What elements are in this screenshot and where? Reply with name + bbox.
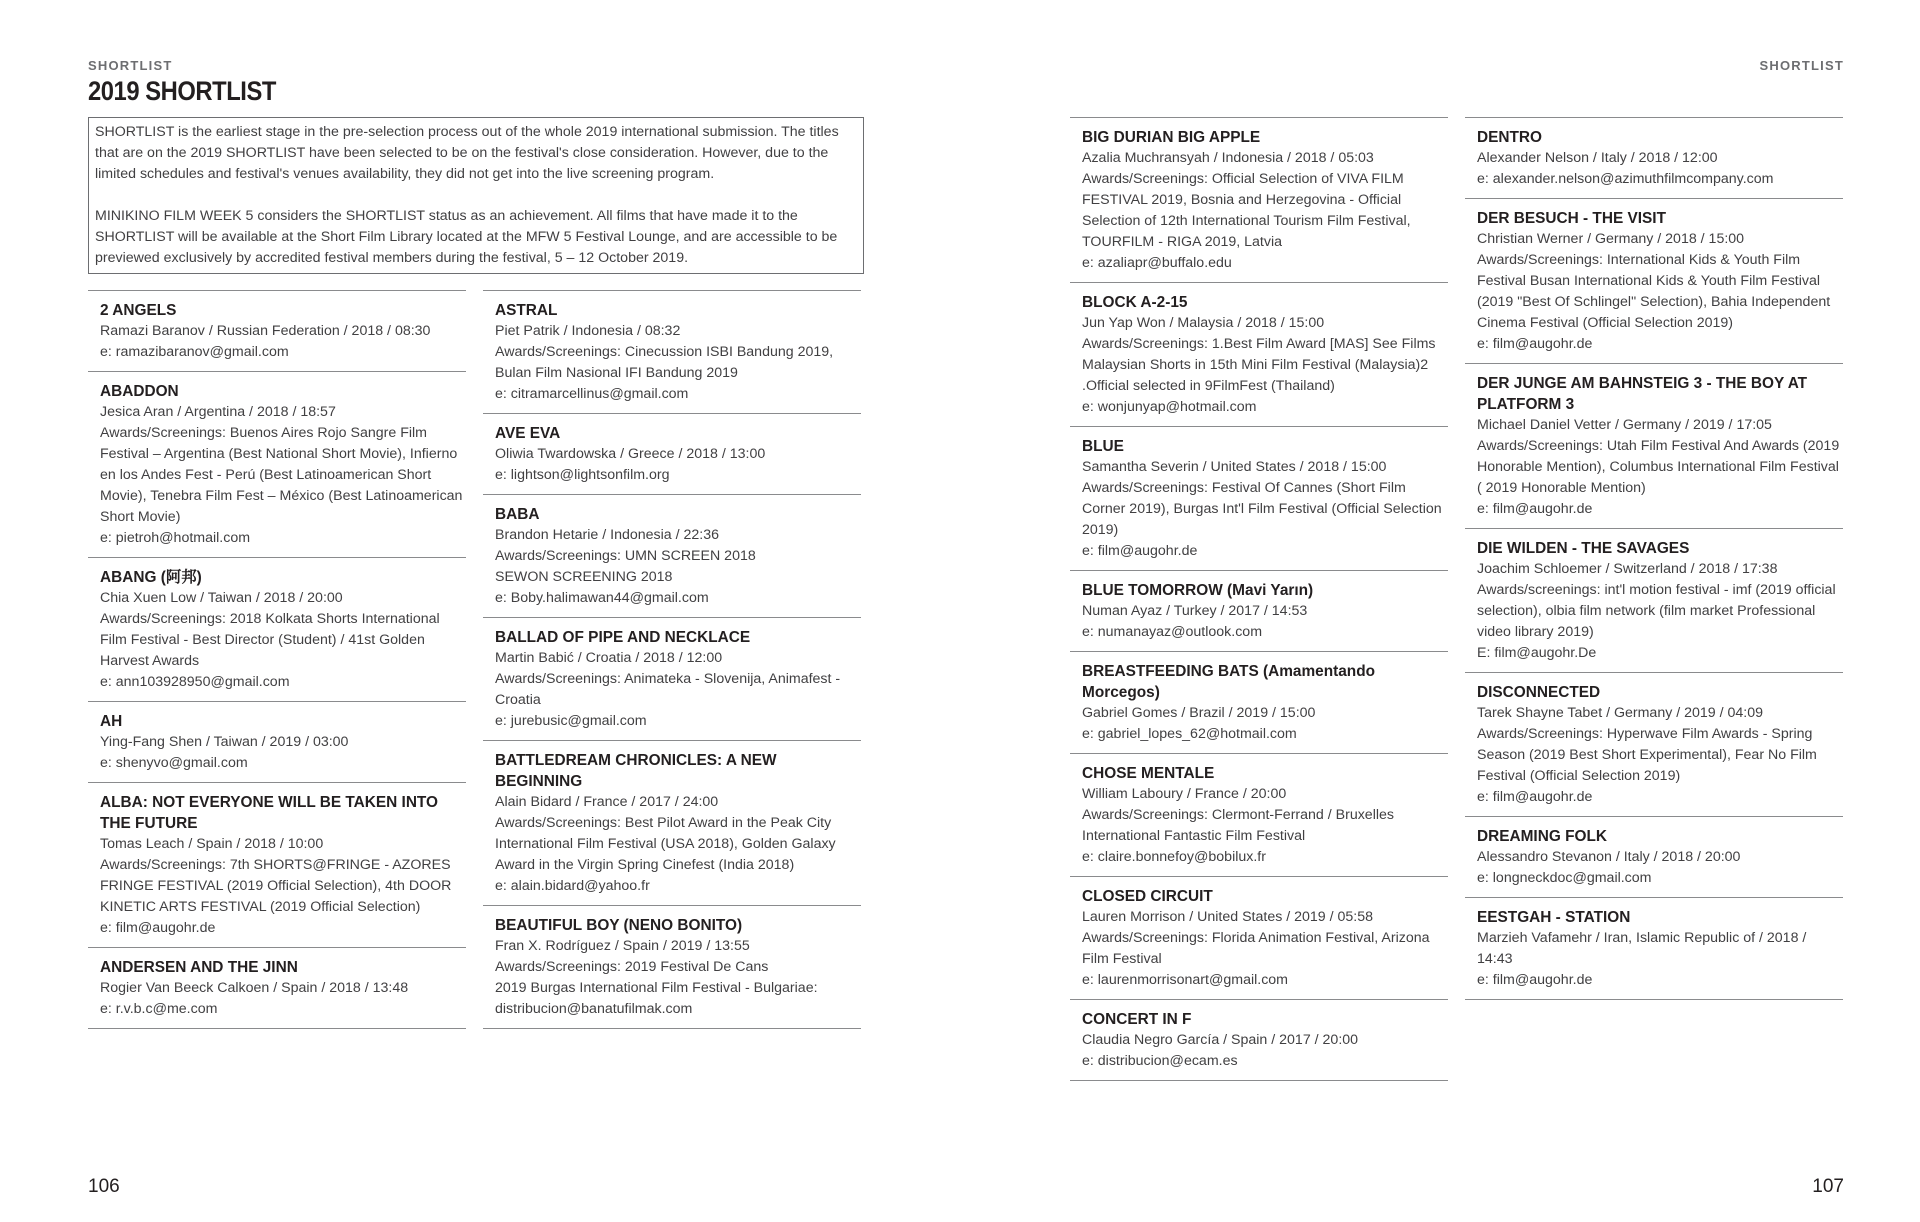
film-detail-line: e: citramarcellinus@gmail.com <box>495 386 689 402</box>
film-detail-line: Jesica Aran / Argentina / 2018 / 18:57 <box>100 404 336 420</box>
film-detail-line: e: pietroh@hotmail.com <box>100 530 251 546</box>
film-detail-line: Awards/Screenings: Animateka - Slovenija, Animafest - Croatia <box>495 671 841 708</box>
film-detail-line: Ying-Fang Shen / Taiwan / 2019 / 03:00 <box>100 734 349 750</box>
film-entry <box>1070 651 1448 753</box>
film-detail-line: Christian Werner / Germany / 2018 / 15:00 <box>1477 231 1745 247</box>
film-detail-line: Awards/Screenings: Official Selection of VIVA FILM FESTIVAL 2019, Bosnia and Herzegovina - Official Selection of 12th International Tourism Film Festival, TOURFILM - RIGA 2019, Latvia <box>1082 171 1411 250</box>
film-detail-line: e: film@augohr.de <box>1477 336 1593 352</box>
film-detail-line: Awards/Screenings: 7th SHORTS@FRINGE - AZORES FRINGE FESTIVAL (2019 Official Selection), 4th DOOR KINETIC ARTS FESTIVAL (2019 Official Selection) <box>100 857 452 915</box>
film-entry <box>483 290 861 413</box>
film-detail-line: e: film@augohr.de <box>100 920 216 936</box>
film-detail-line: Awards/Screenings: Clermont-Ferrand / Bruxelles International Fantastic Film Festival <box>1082 807 1394 844</box>
section-label: SHORTLIST <box>88 58 173 73</box>
film-title: 2 ANGELS <box>100 302 177 319</box>
film-column-1 <box>88 290 466 1029</box>
film-entry <box>1070 426 1448 570</box>
film-detail-line: Numan Ayaz / Turkey / 2017 / 14:53 <box>1082 603 1308 619</box>
film-detail-line: Gabriel Gomes / Brazil / 2019 / 15:00 <box>1082 705 1316 721</box>
film-title: ABANG (阿邦) <box>100 569 202 586</box>
film-title: BREASTFEEDING BATS (Amamentando Morcegos) <box>1082 663 1376 701</box>
film-detail-line: e: jurebusic@gmail.com <box>495 713 647 729</box>
film-detail-line: Joachim Schloemer / Switzerland / 2018 / 17:38 <box>1477 561 1778 577</box>
film-detail-line: Awards/Screenings: Hyperwave Film Awards - Spring Season (2019 Best Short Experimental), Fear No Film Festival (Official Selection 2019) <box>1477 726 1817 784</box>
film-detail-line: Fran X. Rodríguez / Spain / 2019 / 13:55 <box>495 938 750 954</box>
film-title: BATTLEDREAM CHRONICLES: A NEW BEGINNING <box>495 752 777 790</box>
film-entry <box>1465 672 1843 816</box>
film-title: ASTRAL <box>495 302 558 319</box>
film-title: ANDERSEN AND THE JINN <box>100 959 298 976</box>
film-entry <box>1465 363 1843 528</box>
section-label: SHORTLIST <box>1759 58 1844 73</box>
film-title: EESTGAH - STATION <box>1477 909 1631 926</box>
film-detail-line: Awards/Screenings: Cinecussion ISBI Bandung 2019, Bulan Film Nasional IFI Bandung 2019 <box>495 344 834 381</box>
film-title: BIG DURIAN BIG APPLE <box>1082 129 1261 146</box>
page-title: 2019 SHORTLIST <box>88 76 276 106</box>
film-title: DER BESUCH - THE VISIT <box>1477 210 1666 227</box>
film-detail-line: Awards/Screenings: Florida Animation Festival, Arizona Film Festival <box>1082 930 1430 967</box>
film-entry <box>1465 198 1843 363</box>
film-title: DREAMING FOLK <box>1477 828 1607 845</box>
film-title: ABADDON <box>100 383 179 400</box>
film-detail-line: e: r.v.b.c@me.com <box>100 1001 218 1017</box>
film-title: CONCERT IN F <box>1082 1011 1192 1028</box>
film-title: DER JUNGE AM BAHNSTEIG 3 - THE BOY AT PLATFORM 3 <box>1477 375 1808 413</box>
film-entry <box>88 782 466 947</box>
film-title: AVE EVA <box>495 425 561 442</box>
film-entry <box>88 701 466 782</box>
film-detail-line: e: distribucion@ecam.es <box>1082 1053 1238 1069</box>
film-column-4 <box>1465 117 1843 1000</box>
film-detail-line: Michael Daniel Vetter / Germany / 2019 / 17:05 <box>1477 417 1772 433</box>
film-detail-line: Oliwia Twardowska / Greece / 2018 / 13:00 <box>495 446 766 462</box>
film-detail-line: e: film@augohr.de <box>1082 543 1198 559</box>
film-entry <box>483 740 861 905</box>
film-detail-line: Awards/Screenings: Buenos Aires Rojo Sangre Film Festival – Argentina (Best National Short Movie), Infierno en los Andes Fest - Perú (Best Latinoamerican Short Movie), Tenebra Film Fest – México (Best Latinoamerican Short Movie) <box>100 425 463 525</box>
film-entry <box>1465 816 1843 897</box>
intro-paragraph: SHORTLIST is the earliest stage in the pre-selection process out of the whole 2019 international submission. The titles that are on the 2019 SHORTLIST have been selected to be on the festival's close consideration. However, due to the limited schedules and festival's venues availability, they did not get into the live screening program. <box>95 124 839 182</box>
film-detail-line: Chia Xuen Low / Taiwan / 2018 / 20:00 <box>100 590 343 606</box>
page-number: 107 <box>1812 1176 1844 1197</box>
film-title: AH <box>100 713 123 730</box>
film-detail-line: e: azaliapr@buffalo.edu <box>1082 255 1232 271</box>
film-entry <box>88 557 466 701</box>
film-title: ALBA: NOT EVERYONE WILL BE TAKEN INTO THE FUTURE <box>100 794 439 832</box>
film-detail-line: E: film@augohr.De <box>1477 645 1597 661</box>
film-detail-line: Awards/Screenings: Festival Of Cannes (Short Film Corner 2019), Burgas Int'l Film Festival (Official Selection 2019) <box>1082 480 1442 538</box>
film-detail-line: Martin Babić / Croatia / 2018 / 12:00 <box>495 650 723 666</box>
film-title: BABA <box>495 506 540 523</box>
film-detail-line: Brandon Hetarie / Indonesia / 22:36 <box>495 527 720 543</box>
film-entry <box>1070 999 1448 1081</box>
film-detail-line: Tarek Shayne Tabet / Germany / 2019 / 04:09 <box>1477 705 1764 721</box>
film-detail-line: Claudia Negro García / Spain / 2017 / 20:00 <box>1082 1032 1359 1048</box>
film-detail-line: Alain Bidard / France / 2017 / 24:00 <box>495 794 719 810</box>
film-detail-line: e: gabriel_lopes_62@hotmail.com <box>1082 726 1297 742</box>
page-number: 106 <box>88 1176 120 1197</box>
film-entry <box>1070 282 1448 426</box>
film-column-2 <box>483 290 861 1029</box>
film-detail-line: William Laboury / France / 20:00 <box>1082 786 1287 802</box>
film-detail-line: Awards/Screenings: Best Pilot Award in the Peak City International Film Festival (USA 2018), Golden Galaxy Award in the Virgin Spring Cinefest (India 2018) <box>495 815 836 873</box>
film-detail-line: SEWON SCREENING 2018 <box>495 569 673 585</box>
film-detail-line: Lauren Morrison / United States / 2019 / 05:58 <box>1082 909 1374 925</box>
film-entry <box>1465 897 1843 1000</box>
film-detail-line: e: longneckdoc@gmail.com <box>1477 870 1652 886</box>
film-column-3 <box>1070 117 1448 1081</box>
film-title: DISCONNECTED <box>1477 684 1601 701</box>
film-title: BALLAD OF PIPE AND NECKLACE <box>495 629 751 646</box>
film-detail-line: Awards/Screenings: 2019 Festival De Cans <box>495 959 769 975</box>
film-detail-line: Awards/Screenings: 1.Best Film Award [MAS] See Films Malaysian Shorts in 15th Mini Film Festival (Malaysia)2 .Official selected in 9FilmFest (Thailand) <box>1082 336 1436 394</box>
film-title: CLOSED CIRCUIT <box>1082 888 1213 905</box>
film-entry <box>88 947 466 1029</box>
intro-paragraph: MINIKINO FILM WEEK 5 considers the SHORTLIST status as an achievement. All films that have made it to the SHORTLIST will be available at the Short Film Library located at the MFW 5 Festival Lounge, and are accessible to be previewed exclusively by accredited festival members during the festival, 5 – 12 October 2019. <box>95 208 838 266</box>
film-detail-line: Jun Yap Won / Malaysia / 2018 / 15:00 <box>1082 315 1325 331</box>
film-detail-line: e: film@augohr.de <box>1477 789 1593 805</box>
film-title: BLOCK A-2-15 <box>1082 294 1188 311</box>
film-detail-line: e: claire.bonnefoy@bobilux.fr <box>1082 849 1266 865</box>
film-detail-line: Alexander Nelson / Italy / 2018 / 12:00 <box>1477 150 1718 166</box>
film-entry <box>1070 876 1448 999</box>
intro-box <box>88 117 864 274</box>
film-detail-line: e: alexander.nelson@azimuthfilmcompany.com <box>1477 171 1774 187</box>
film-detail-line: e: ramazibaranov@gmail.com <box>100 344 289 360</box>
film-detail-line: Awards/screenings: int'l motion festival - imf (2019 official selection), olbia film network (film market Professional video library 2019) <box>1477 582 1836 640</box>
film-entry <box>88 290 466 371</box>
film-entry <box>1070 570 1448 651</box>
film-detail-line: 2019 Burgas International Film Festival - Bulgariae: distribucion@banatufilmak.com <box>495 980 818 1017</box>
film-detail-line: e: lightson@lightsonfilm.org <box>495 467 670 483</box>
film-detail-line: e: alain.bidard@yahoo.fr <box>495 878 650 894</box>
film-detail-line: Awards/Screenings: 2018 Kolkata Shorts International Film Festival - Best Director (Student) / 41st Golden Harvest Awards <box>100 611 440 669</box>
film-detail-line: Alessandro Stevanon / Italy / 2018 / 20:00 <box>1477 849 1741 865</box>
film-entry <box>1070 117 1448 282</box>
film-entry <box>1465 528 1843 672</box>
film-detail-line: e: wonjunyap@hotmail.com <box>1082 399 1257 415</box>
film-entry <box>88 371 466 557</box>
film-detail-line: Marzieh Vafamehr / Iran, Islamic Republic of / 2018 / 14:43 <box>1477 930 1807 967</box>
film-title: BLUE <box>1082 438 1124 455</box>
film-title: DENTRO <box>1477 129 1542 146</box>
film-detail-line: e: numanayaz@outlook.com <box>1082 624 1263 640</box>
film-title: BLUE TOMORROW (Mavi Yarın) <box>1082 582 1314 599</box>
film-detail-line: Awards/Screenings: International Kids & Youth Film Festival Busan International Kids & Youth Film Festival (2019 "Best Of Schlingel" Selection), Bahia Independent Cinema Festival (Official Selection 2019) <box>1477 252 1831 331</box>
film-title: CHOSE MENTALE <box>1082 765 1215 782</box>
film-detail-line: Tomas Leach / Spain / 2018 / 10:00 <box>100 836 324 852</box>
film-detail-line: Piet Patrik / Indonesia / 08:32 <box>495 323 681 339</box>
film-entry <box>1465 117 1843 198</box>
film-entry <box>1070 753 1448 876</box>
film-detail-line: Azalia Muchransyah / Indonesia / 2018 / 05:03 <box>1082 150 1374 166</box>
film-detail-line: Awards/Screenings: UMN SCREEN 2018 <box>495 548 756 564</box>
film-detail-line: Ramazi Baranov / Russian Federation / 2018 / 08:30 <box>100 323 431 339</box>
film-entry <box>483 617 861 740</box>
film-title: BEAUTIFUL BOY (NENO BONITO) <box>495 917 743 934</box>
film-detail-line: Awards/Screenings: Utah Film Festival And Awards (2019 Honorable Mention), Columbus International Film Festival ( 2019 Honorable Mention) <box>1477 438 1840 496</box>
film-entry <box>483 413 861 494</box>
film-detail-line: e: shenyvo@gmail.com <box>100 755 248 771</box>
film-detail-line: Samantha Severin / United States / 2018 / 15:00 <box>1082 459 1387 475</box>
film-detail-line: e: film@augohr.de <box>1477 972 1593 988</box>
film-detail-line: Rogier Van Beeck Calkoen / Spain / 2018 / 13:48 <box>100 980 409 996</box>
film-detail-line: e: ann103928950@gmail.com <box>100 674 290 690</box>
film-title: DIE WILDEN - THE SAVAGES <box>1477 540 1690 557</box>
film-entry <box>483 494 861 617</box>
film-entry <box>483 905 861 1029</box>
film-detail-line: e: Boby.halimawan44@gmail.com <box>495 590 709 606</box>
film-detail-line: e: film@augohr.de <box>1477 501 1593 517</box>
film-detail-line: e: laurenmorrisonart@gmail.com <box>1082 972 1289 988</box>
